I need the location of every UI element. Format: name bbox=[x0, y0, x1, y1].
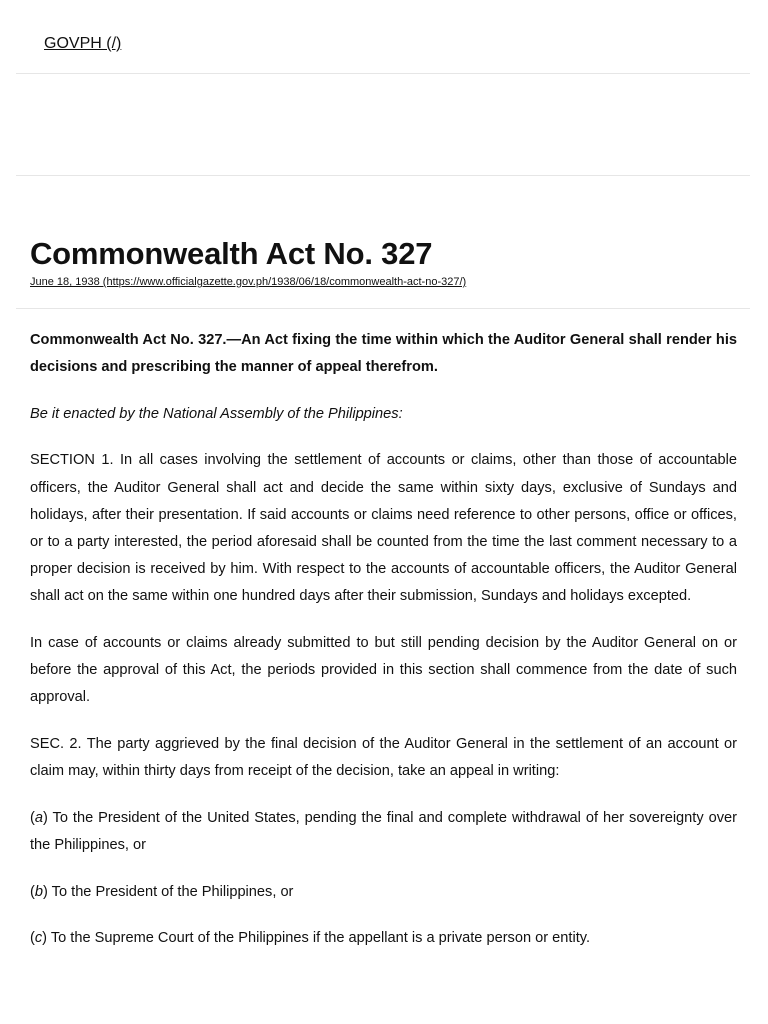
article-body bbox=[30, 327, 737, 972]
page-title: Commonwealth Act No. 327 bbox=[30, 236, 433, 271]
clause-letter: a bbox=[34, 809, 43, 826]
article-header bbox=[16, 176, 750, 309]
clause-letter: c bbox=[34, 930, 43, 947]
govph-home-link[interactable]: GOVPH (/) bbox=[44, 35, 122, 52]
top-navigation-bar bbox=[16, 0, 750, 74]
appeal-clause-b: (b) To the President of the Philippines, or bbox=[30, 883, 294, 900]
clause-letter: b bbox=[34, 883, 43, 900]
publication-date-link[interactable]: June 18, 1938 (https://www.officialgazette.gov.ph/1938/06/18/commonwealth-act-no-327/) bbox=[30, 276, 467, 288]
clause-text: To the Supreme Court of the Philippines if the appellant is a private person or entity. bbox=[47, 930, 591, 947]
appeal-clause-a: (a) To the President of the United States, pending the final and complete withdrawal of her sovereignty over the Philippines, or bbox=[30, 809, 737, 853]
appeal-clause-c: (c) To the Supreme Court of the Philippines if the appellant is a private person or entity. bbox=[30, 930, 591, 947]
clause-text: To the President of the Philippines, or bbox=[47, 883, 294, 900]
banner-space bbox=[16, 74, 750, 176]
section-1-paragraph: SECTION 1. In all cases involving the settlement of accounts or claims, other than those of accountable officers, the Auditor General shall act and decide the same within sixty days, exclusive of Sundays and holidays, after their presentation. If said accounts or claims need reference to other persons, office or offices, or to a party interested, the period aforesaid shall be counted from the time the last comment necessary to a proper decision is received by him. With respect to the accounts of accountable officers, the Auditor General shall act on the same within one hundred days after their submission, Sundays and holidays excepted. bbox=[30, 452, 737, 605]
section-2-paragraph: SEC. 2. The party aggrieved by the final decision of the Auditor General in the settlement of an account or claim may, within thirty days from receipt of the decision, take an appeal in writing: bbox=[30, 736, 737, 780]
clause-text: To the President of the United States, pending the final and complete withdrawal of her sovereignty over the Philippines, or bbox=[30, 809, 737, 853]
enacting-clause: Be it enacted by the National Assembly of the Philippines: bbox=[30, 405, 403, 422]
act-title-paragraph: Commonwealth Act No. 327.—An Act fixing the time within which the Auditor General shall render his decisions and prescribing the manner of appeal therefrom. bbox=[30, 332, 737, 376]
pending-cases-paragraph: In case of accounts or claims already submitted to but still pending decision by the Auditor General on or before the approval of this Act, the periods provided in this section shall commence from the date of such approval. bbox=[30, 635, 737, 706]
